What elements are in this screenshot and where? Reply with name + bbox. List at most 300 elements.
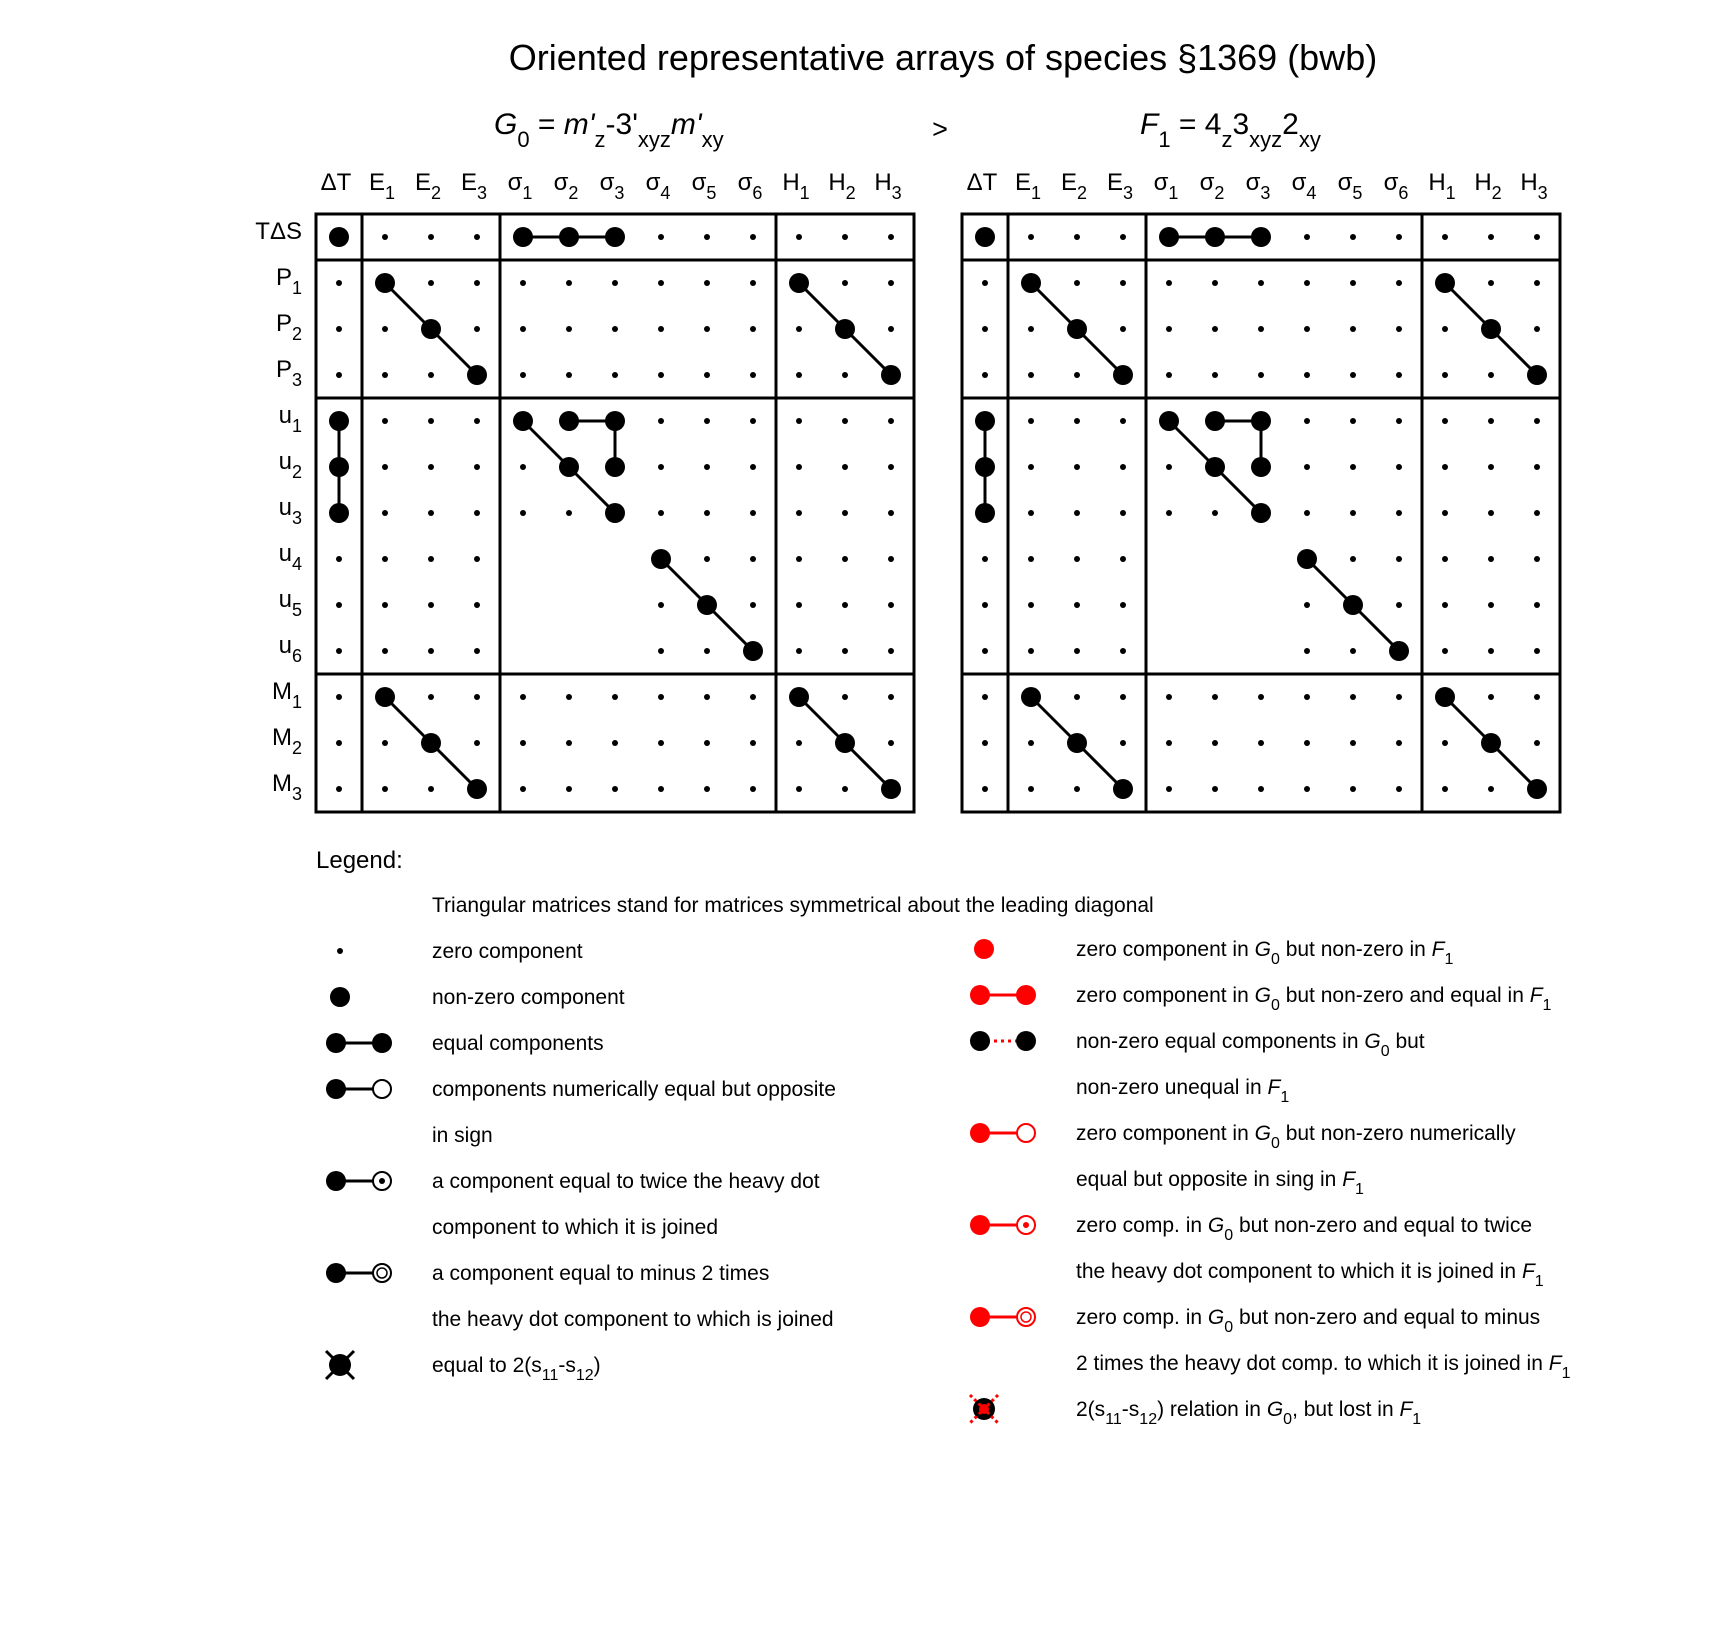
nonzero-component-dot xyxy=(605,457,625,477)
column-header-main: E xyxy=(414,169,431,196)
nonzero-component-dot xyxy=(513,411,533,431)
zero-component-dot xyxy=(1120,648,1126,654)
zero-component-dot xyxy=(1074,464,1080,470)
nonzero-component-dot xyxy=(835,733,855,753)
nonzero-component-dot xyxy=(513,227,533,247)
column-header-main: σ xyxy=(1199,169,1215,196)
column-header-main: σ xyxy=(599,169,615,196)
column-header-main: ΔT xyxy=(966,169,998,196)
zero-component-dot xyxy=(1074,510,1080,516)
column-header xyxy=(692,169,717,203)
difference-relation-symbol xyxy=(326,1351,354,1379)
zero-component-dot xyxy=(474,740,480,746)
zero-component-dot xyxy=(428,602,434,608)
zero-component-dot xyxy=(1120,694,1126,700)
zero-component-dot xyxy=(1396,556,1402,562)
left_group-formula-part: = xyxy=(529,108,564,141)
nonzero-component-dot xyxy=(1435,273,1455,293)
zero-component-dot xyxy=(1074,418,1080,424)
legend-text-part: non-zero equal components in xyxy=(1076,1030,1365,1053)
legend-text-part: ) xyxy=(593,1354,601,1377)
zero-component-dot xyxy=(520,326,526,332)
column-header-main: E xyxy=(1106,169,1123,196)
zero-component-dot xyxy=(704,372,710,378)
zero-component-dot xyxy=(658,280,664,286)
zero-component-dot xyxy=(1534,648,1540,654)
zero-component-dot xyxy=(796,556,802,562)
zero-component-dot xyxy=(1258,786,1264,792)
zero-component-dot xyxy=(1258,694,1264,700)
row-label xyxy=(279,540,302,574)
red-equal-components-symbol xyxy=(970,985,1036,1005)
nonzero-component-dot xyxy=(881,779,901,799)
zero-component-dot xyxy=(1488,602,1494,608)
zero-component-dot xyxy=(1396,326,1402,332)
red-twice-component-symbol xyxy=(970,1215,1035,1235)
right_group-formula xyxy=(1140,108,1321,152)
zero-component-dot xyxy=(1212,694,1218,700)
zero-component-dot xyxy=(888,694,894,700)
zero-component-dot xyxy=(1350,648,1356,654)
column-header xyxy=(369,169,395,203)
zero-component-dot xyxy=(1120,326,1126,332)
column-header-main: H xyxy=(1474,169,1492,196)
column-header-main: E xyxy=(368,169,385,196)
nonzero-component-dot xyxy=(975,457,995,477)
nonzero-component-dot xyxy=(329,227,349,247)
column-header-sub: 2 xyxy=(845,183,856,204)
column-header-sub: 3 xyxy=(614,183,625,204)
zero-component-dot xyxy=(750,418,756,424)
legend-text-part: in sign xyxy=(432,1124,493,1147)
nonzero-component-dot xyxy=(789,273,809,293)
column-header-sub: 2 xyxy=(1077,183,1088,204)
zero-component-dot xyxy=(1166,280,1172,286)
zero-component-dot xyxy=(1304,234,1310,240)
zero-component-dot xyxy=(1396,234,1402,240)
legend-item xyxy=(337,940,583,963)
zero-component-dot xyxy=(520,786,526,792)
zero-component-dot xyxy=(658,418,664,424)
column-header-sub: 1 xyxy=(385,183,396,204)
zero-component-dot xyxy=(1350,234,1356,240)
lost-relation-symbol xyxy=(970,1395,998,1423)
legend-text-part: a component equal to twice the heavy dot xyxy=(432,1170,820,1193)
column-header-sub: 2 xyxy=(1214,183,1225,204)
zero-component-dot xyxy=(704,556,710,562)
nonzero-component-dot xyxy=(1297,549,1317,569)
nonzero-component-dot xyxy=(1251,503,1271,523)
zero-component-dot xyxy=(336,602,342,608)
zero-component-dot xyxy=(842,648,848,654)
zero-component-dot xyxy=(1074,280,1080,286)
column-header-sub: 6 xyxy=(752,183,763,204)
zero-component-dot xyxy=(336,648,342,654)
zero-component-dot xyxy=(1442,740,1448,746)
zero-component-dot xyxy=(1074,786,1080,792)
column-header-main: H xyxy=(874,169,892,196)
zero-component-dot xyxy=(520,280,526,286)
nonzero-component-dot xyxy=(835,319,855,339)
legend-text-part: G xyxy=(1207,1306,1225,1329)
legend-text-part: 1 xyxy=(1542,997,1552,1014)
row-label-sub: 2 xyxy=(291,324,302,345)
zero-component-dot xyxy=(336,694,342,700)
zero-component-dot xyxy=(474,556,480,562)
zero-component-dot xyxy=(1534,556,1540,562)
legend-text-part: F xyxy=(1529,984,1543,1007)
zero-component-dot xyxy=(1028,602,1034,608)
nonzero-component-dot xyxy=(651,549,671,569)
nonzero-component-dot xyxy=(467,365,487,385)
legend-item xyxy=(970,984,1552,1014)
zero-component-dot xyxy=(1304,326,1310,332)
column-header-main: E xyxy=(1014,169,1031,196)
legend-item-text xyxy=(1076,984,1552,1014)
column-header xyxy=(1384,169,1409,203)
zero-component-dot xyxy=(336,280,342,286)
zero-component-dot xyxy=(750,694,756,700)
left_group-formula-part: z xyxy=(594,127,606,152)
zero-component-dot xyxy=(982,602,988,608)
zero-component-dot xyxy=(474,464,480,470)
zero-component-dot xyxy=(382,464,388,470)
left_group-formula-part: m' xyxy=(563,108,595,141)
zero-component-dot xyxy=(1350,464,1356,470)
zero-component-dot xyxy=(750,556,756,562)
legend-text-part: 2(s xyxy=(1076,1398,1106,1421)
zero-component-dot xyxy=(474,602,480,608)
column-header xyxy=(967,169,998,196)
column-header-main: σ xyxy=(1245,169,1261,196)
nonzero-component-dot xyxy=(421,733,441,753)
zero-component-dot xyxy=(1304,280,1310,286)
zero-component-dot xyxy=(1120,602,1126,608)
row-label xyxy=(276,264,302,298)
zero-component-dot xyxy=(796,602,802,608)
legend-text-part: G xyxy=(1207,1214,1225,1237)
zero-component-dot xyxy=(1304,786,1310,792)
legend-text-part: zero comp. in xyxy=(1076,1214,1208,1237)
legend-text-part: the heavy dot component to which it is joined in xyxy=(1076,1260,1522,1283)
zero-component-dot xyxy=(1212,326,1218,332)
legend-text-part: non-zero unequal in xyxy=(1076,1076,1268,1099)
zero-component-dot xyxy=(612,740,618,746)
legend-item-text xyxy=(1076,1076,1289,1106)
row-label-sub: 1 xyxy=(291,278,302,299)
legend-text-part: equal to 2(s xyxy=(432,1354,542,1377)
zero-component-dot xyxy=(382,372,388,378)
nonzero-component-dot xyxy=(1251,411,1271,431)
column-header xyxy=(1474,169,1501,203)
zero-component-dot xyxy=(796,786,802,792)
column-header xyxy=(1428,169,1455,203)
row-label-main: u xyxy=(278,402,292,429)
zero-component-dot xyxy=(1488,786,1494,792)
column-header-sub: 3 xyxy=(1260,183,1271,204)
zero-component-dot xyxy=(888,740,894,746)
legend-text-part: equal components xyxy=(432,1032,604,1055)
nonzero-component-dot xyxy=(881,365,901,385)
legend-text-part: , but lost in xyxy=(1292,1398,1400,1421)
zero-component-dot xyxy=(1488,694,1494,700)
zero-component-dot xyxy=(1350,556,1356,562)
zero-component-dot xyxy=(1396,280,1402,286)
zero-component-dot xyxy=(1396,694,1402,700)
legend-item-text xyxy=(432,1032,604,1055)
left_group-formula-part: m' xyxy=(670,108,702,141)
zero-component-dot xyxy=(842,602,848,608)
legend-text-part: 1 xyxy=(1444,951,1454,968)
right_group-name-sub: 1 xyxy=(1158,127,1171,152)
nonzero-component-dot xyxy=(1113,779,1133,799)
zero-component-dot xyxy=(750,602,756,608)
legend-text-part: F xyxy=(1521,1260,1535,1283)
zero-component-dot xyxy=(474,510,480,516)
legend-text-part: zero comp. in xyxy=(1076,1306,1208,1329)
nonzero-component-dot xyxy=(1481,733,1501,753)
legend-item-text xyxy=(1076,1260,1544,1290)
column-header-main: E xyxy=(1060,169,1077,196)
column-header-sub: 3 xyxy=(1123,183,1134,204)
zero-component-dot xyxy=(888,464,894,470)
row-label xyxy=(279,448,302,482)
nonzero-component-dot xyxy=(375,687,395,707)
zero-component-dot xyxy=(1212,740,1218,746)
row-label-sub: 4 xyxy=(291,554,302,575)
zero-component-dot xyxy=(796,740,802,746)
zero-component-dot xyxy=(1350,740,1356,746)
legend-text-part: F xyxy=(1548,1352,1562,1375)
zero-component-dot xyxy=(474,648,480,654)
zero-component-dot xyxy=(1350,510,1356,516)
zero-component-dot xyxy=(1166,326,1172,332)
nonzero-component-dot xyxy=(697,595,717,615)
legend-item-text xyxy=(432,1262,769,1285)
column-header xyxy=(738,169,763,203)
zero-component-dot xyxy=(704,694,710,700)
right_group-formula-part: xy xyxy=(1298,127,1321,152)
comparison-symbol: > xyxy=(932,114,948,144)
zero-component-dot xyxy=(888,556,894,562)
legend-text-part: 0 xyxy=(1283,1411,1293,1428)
nonzero-component-symbol xyxy=(330,987,350,1007)
legend-item xyxy=(970,1030,1425,1106)
zero-component-dot xyxy=(842,556,848,562)
legend-text-part: 0 xyxy=(1270,997,1280,1014)
legend-item-text xyxy=(1076,1122,1516,1152)
left-array-G0 xyxy=(255,108,914,812)
row-label-main: u xyxy=(278,494,292,521)
zero-component-dot xyxy=(428,464,434,470)
zero-component-dot xyxy=(1028,786,1034,792)
column-header xyxy=(508,169,533,203)
zero-component-dot xyxy=(1028,234,1034,240)
zero-component-dot xyxy=(1442,464,1448,470)
zero-component-dot xyxy=(474,280,480,286)
column-header xyxy=(1015,169,1041,203)
legend-text-part: zero component in xyxy=(1076,1122,1255,1145)
nonzero-component-dot xyxy=(789,687,809,707)
nonzero-component-dot xyxy=(1205,227,1225,247)
zero-component-dot xyxy=(474,326,480,332)
nonzero-component-dot xyxy=(1251,457,1271,477)
nonzero-component-dot xyxy=(559,411,579,431)
legend-text-part: 12 xyxy=(1139,1411,1158,1428)
zero-component-dot xyxy=(612,280,618,286)
zero-component-dot xyxy=(1442,326,1448,332)
zero-component-dot xyxy=(566,510,572,516)
zero-component-dot xyxy=(1442,602,1448,608)
nonzero-component-dot xyxy=(421,319,441,339)
legend-item xyxy=(970,1122,1516,1198)
legend-text-part: component to which it is joined xyxy=(432,1216,718,1239)
row-label-main: u xyxy=(278,540,292,567)
zero-component-dot xyxy=(520,510,526,516)
zero-component-dot xyxy=(1442,510,1448,516)
legend-item-text xyxy=(432,1354,601,1384)
legend-text-part: equal but opposite in sing in xyxy=(1076,1168,1343,1191)
zero-component-dot xyxy=(982,740,988,746)
legend-item xyxy=(326,1262,834,1331)
zero-component-dot xyxy=(566,372,572,378)
legend-text-part: non-zero component xyxy=(432,986,625,1009)
legend-item xyxy=(326,1170,820,1239)
zero-component-dot xyxy=(658,464,664,470)
nonzero-component-dot xyxy=(375,273,395,293)
zero-component-dot xyxy=(520,464,526,470)
zero-component-dot xyxy=(1488,234,1494,240)
zero-component-dot xyxy=(842,786,848,792)
column-header xyxy=(1246,169,1271,203)
zero-component-dot xyxy=(382,556,388,562)
zero-component-dot xyxy=(842,234,848,240)
column-header-main: E xyxy=(460,169,477,196)
left_group-formula-part: xyz xyxy=(637,127,671,152)
legend-item-text xyxy=(432,1216,718,1239)
zero-component-dot xyxy=(982,786,988,792)
zero-component-dot xyxy=(1350,372,1356,378)
zero-component-dot xyxy=(566,326,572,332)
legend-text-part: but non-zero and equal in xyxy=(1279,984,1530,1007)
zero-component-dot xyxy=(1350,786,1356,792)
zero-component-dot xyxy=(1120,418,1126,424)
column-header xyxy=(1200,169,1225,203)
zero-component-dot xyxy=(1442,372,1448,378)
unequal-components-symbol xyxy=(970,1031,1036,1051)
zero-component-dot xyxy=(1350,326,1356,332)
legend-text-part: 12 xyxy=(575,1367,594,1384)
legend-text-part: G xyxy=(1364,1030,1381,1053)
zero-component-dot xyxy=(1028,326,1034,332)
column-header-sub: 2 xyxy=(568,183,579,204)
twice-component-symbol xyxy=(326,1171,391,1191)
column-header-sub: 1 xyxy=(522,183,533,204)
legend-text-part: 1 xyxy=(1561,1365,1571,1382)
zero-component-dot xyxy=(1442,786,1448,792)
column-header-main: H xyxy=(782,169,800,196)
zero-component-dot xyxy=(750,740,756,746)
zero-component-dot xyxy=(1442,234,1448,240)
zero-component-dot xyxy=(704,234,710,240)
legend-item xyxy=(326,1078,836,1147)
nonzero-component-dot xyxy=(1527,365,1547,385)
legend-text-part: G xyxy=(1254,1122,1271,1145)
zero-component-dot xyxy=(382,648,388,654)
zero-component-dot xyxy=(982,326,988,332)
zero-component-dot xyxy=(336,740,342,746)
nonzero-component-dot xyxy=(1205,411,1225,431)
zero-component-dot xyxy=(704,510,710,516)
zero-component-dot xyxy=(566,740,572,746)
legend-item-text xyxy=(1076,1398,1421,1428)
zero-component-dot xyxy=(658,648,664,654)
legend-item-text xyxy=(1076,1168,1364,1198)
legend-text-part: the heavy dot component to which is joined xyxy=(432,1308,834,1331)
zero-component-dot xyxy=(520,694,526,700)
column-header xyxy=(321,169,352,196)
zero-component-dot xyxy=(1212,372,1218,378)
legend-text-part: 0 xyxy=(1270,951,1280,968)
row-label-main: P xyxy=(275,310,292,337)
zero-component-dot xyxy=(428,418,434,424)
legend-text-part: a component equal to minus 2 times xyxy=(432,1262,770,1285)
zero-component-dot xyxy=(612,326,618,332)
zero-component-dot xyxy=(428,694,434,700)
nonzero-component-dot xyxy=(605,411,625,431)
zero-component-dot xyxy=(658,694,664,700)
nonzero-component-dot xyxy=(975,411,995,431)
zero-component-dot xyxy=(1028,372,1034,378)
legend-text-part: -s xyxy=(558,1354,576,1377)
zero-component-dot xyxy=(842,464,848,470)
right-array-F1 xyxy=(962,108,1560,812)
legend-text-part: 1 xyxy=(1355,1181,1364,1198)
column-header xyxy=(874,169,901,203)
page-title: Oriented representative arrays of species §1369 (bwb) xyxy=(508,37,1378,78)
column-header xyxy=(646,169,671,203)
column-header-main: σ xyxy=(691,169,707,196)
legend-item-text xyxy=(432,1124,493,1147)
zero-component-dot xyxy=(982,280,988,286)
zero-component-dot xyxy=(1028,510,1034,516)
left_group-formula-part: xy xyxy=(701,127,724,152)
zero-component-dot xyxy=(1166,694,1172,700)
zero-component-dot xyxy=(1442,648,1448,654)
nonzero-component-dot xyxy=(559,227,579,247)
zero-component-dot xyxy=(1534,280,1540,286)
zero-component-dot xyxy=(842,280,848,286)
column-header-main: σ xyxy=(553,169,569,196)
column-header-sub: 5 xyxy=(706,183,717,204)
zero-component-dot xyxy=(1488,556,1494,562)
zero-component-dot xyxy=(336,372,342,378)
column-header xyxy=(1338,169,1363,203)
zero-component-dot xyxy=(382,602,388,608)
legend-text-part: G xyxy=(1254,938,1271,961)
zero-component-dot xyxy=(1258,280,1264,286)
legend-item-text xyxy=(1076,1214,1532,1244)
zero-component-dot xyxy=(888,326,894,332)
left_group-formula-part: -3' xyxy=(605,108,638,141)
zero-component-dot xyxy=(658,372,664,378)
zero-component-dot xyxy=(336,556,342,562)
column-header xyxy=(461,169,487,203)
zero-component-dot xyxy=(1166,786,1172,792)
column-header xyxy=(1107,169,1133,203)
zero-component-dot xyxy=(658,786,664,792)
zero-component-dot xyxy=(1304,464,1310,470)
